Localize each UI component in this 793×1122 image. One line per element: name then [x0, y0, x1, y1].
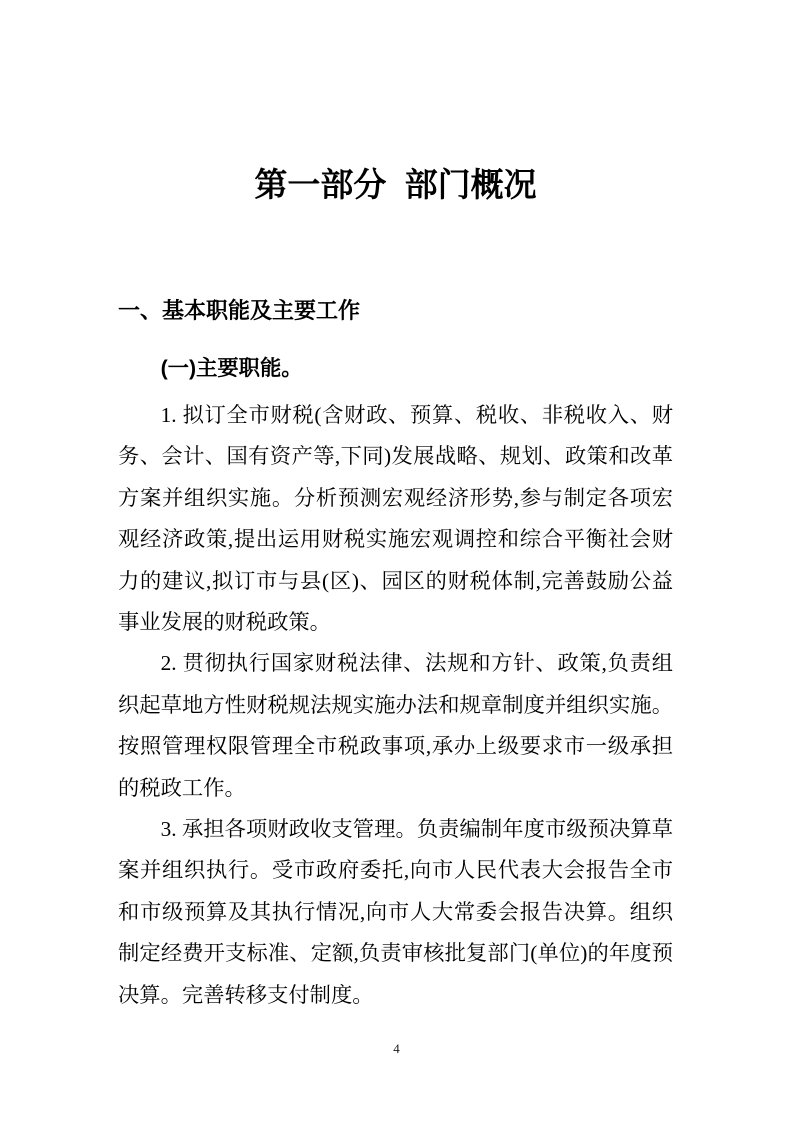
page-number: 4 — [393, 1041, 400, 1056]
section-heading: 一、基本职能及主要工作 — [118, 298, 361, 323]
body-text — [118, 395, 673, 1016]
document-content — [0, 165, 793, 1016]
body-paragraph: 3. 承担各项财政收支管理。负责编制年度市级预决算草案并组织执行。受市政府委托,向市人民代表大会报告全市和市级预算及其执行情况,向市人大常委会报告决算。组织制定经费开支标准、定额,负责审核批复部门(单位)的年度预决算。完善转移支付制度。 — [118, 817, 673, 1007]
subsection-heading: (一)主要职能。 — [160, 356, 303, 380]
body-paragraph: 1. 拟订全市财税(含财政、预算、税收、非税收入、财务、会计、国有资产等,下同)发展战略、规划、政策和改革方案并组织实施。分析预测宏观经济形势,参与制定各项宏观经济政策,提出运用财税实施宏观调控和综合平衡社会财力的建议,拟订市与县(区)、园区的财税体制,完善鼓励公益事业发展的财税政策。 — [118, 403, 673, 635]
document-title: 第一部分 部门概况 — [254, 166, 537, 203]
body-paragraph: 2. 贯彻执行国家财税法律、法规和方针、政策,负责组织起草地方性财税规法规实施办法和规章制度并组织实施。按照管理权限管理全市税政事项,承办上级要求市一级承担的税政工作。 — [118, 651, 673, 800]
